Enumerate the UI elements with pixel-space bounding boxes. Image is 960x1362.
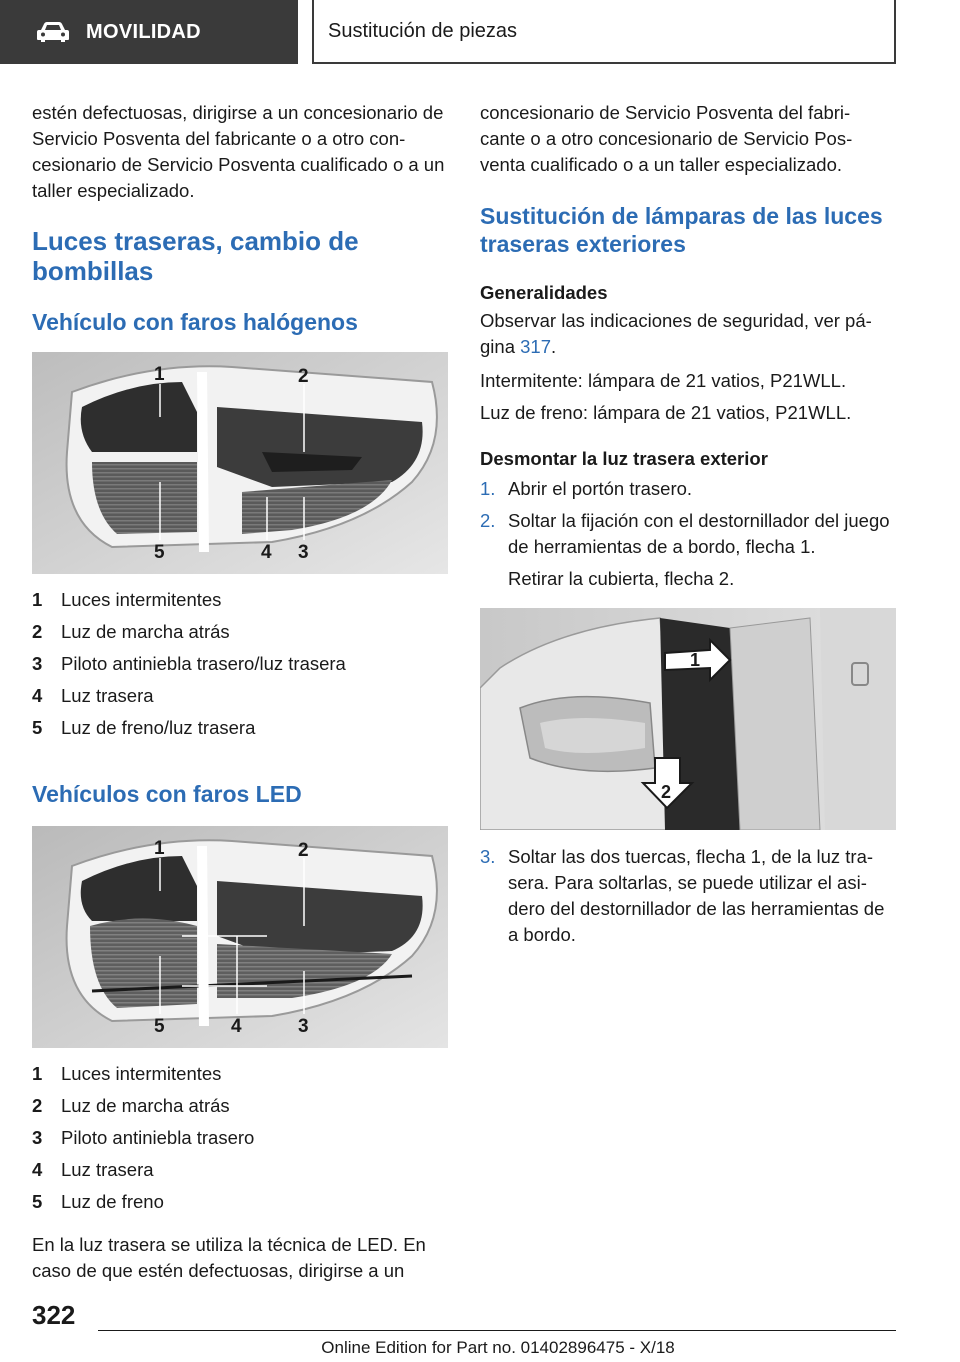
figure-halogen-tail-light bbox=[32, 352, 448, 574]
step-3 bbox=[480, 844, 896, 948]
legend-text: Luz de freno/luz trasera bbox=[61, 717, 256, 738]
callout-5: 5 bbox=[154, 1016, 165, 1037]
safety-paragraph bbox=[480, 308, 896, 360]
heading-led: Vehículos con faros LED bbox=[32, 781, 302, 807]
legend-text: Luz de freno bbox=[61, 1191, 164, 1212]
legend-text: Luz trasera bbox=[61, 1159, 154, 1180]
section-title: Sustitución de piezas bbox=[328, 19, 518, 42]
step-2-extra: Retirar la cubierta, flecha 2. bbox=[508, 568, 735, 589]
step-number: 2. bbox=[480, 510, 496, 531]
heading-remove: Desmontar la luz trasera exterior bbox=[480, 448, 768, 469]
page-number: 322 bbox=[32, 1300, 76, 1330]
legend-item bbox=[32, 584, 448, 616]
legend-number: 4 bbox=[32, 685, 43, 706]
footer-edition: Online Edition for Part no. 01402896475 - X/18 bbox=[321, 1338, 675, 1357]
step-text: Soltar las dos tuercas, flecha 1, de la luz tra‐ sera. Para soltarlas, se puede utilizar el asi‐ dero del destornillador de las herramientas de a bordo. bbox=[508, 846, 885, 945]
step-number: 3. bbox=[480, 846, 496, 867]
legend-text: Piloto antiniebla trasero/luz trasera bbox=[61, 653, 346, 674]
safety-text: Observar las indicaciones de seguridad, ver pá‐ gina bbox=[480, 310, 872, 357]
led-paragraph: En la luz trasera se utiliza la técnica de LED. En caso de que estén defectuosas, dirigirse a un bbox=[32, 1234, 426, 1281]
legend-number: 1 bbox=[32, 1063, 43, 1084]
step-number: 1. bbox=[480, 478, 496, 499]
page-header bbox=[0, 0, 960, 66]
legend-text: Luz de marcha atrás bbox=[61, 621, 230, 642]
callout-3: 3 bbox=[298, 542, 309, 563]
safety-end: . bbox=[551, 336, 557, 357]
page-link-317[interactable]: 317 bbox=[520, 336, 551, 357]
intro-paragraph-continued: concesionario de Servicio Posventa del fabri‐ cante o a otro concesionario de Servicio Pos‐ venta cualificado o a un taller especializado. bbox=[480, 102, 853, 175]
legend-item bbox=[32, 680, 448, 712]
figure-trunk-cover bbox=[480, 608, 896, 830]
legend-number: 5 bbox=[32, 717, 43, 738]
legend-led bbox=[32, 1058, 448, 1218]
legend-item bbox=[32, 648, 448, 680]
legend-item bbox=[32, 1058, 448, 1090]
callout-4: 4 bbox=[261, 542, 272, 563]
legend-halogen bbox=[32, 584, 448, 744]
callout-1: 1 bbox=[154, 838, 165, 859]
callout-5: 5 bbox=[154, 542, 165, 563]
arrow-callout-2: 2 bbox=[661, 782, 672, 802]
brake-spec: Luz de freno: lámpara de 21 vatios, P21WLL. bbox=[480, 402, 852, 423]
callout-1: 1 bbox=[154, 364, 165, 385]
steps-list bbox=[480, 476, 896, 560]
legend-number: 3 bbox=[32, 653, 43, 674]
legend-item bbox=[32, 712, 448, 744]
legend-number: 4 bbox=[32, 1159, 43, 1180]
legend-item bbox=[32, 1122, 448, 1154]
heading-general: Generalidades bbox=[480, 282, 608, 303]
legend-item bbox=[32, 1090, 448, 1122]
step-1 bbox=[480, 476, 896, 502]
left-column bbox=[32, 100, 448, 1284]
arrow-callout-1: 1 bbox=[690, 650, 701, 670]
heading-halogen: Vehículo con faros halógenos bbox=[32, 309, 358, 335]
callout-2: 2 bbox=[298, 840, 309, 861]
step-text: Abrir el portón trasero. bbox=[508, 478, 693, 499]
legend-text: Luz trasera bbox=[61, 685, 154, 706]
callout-2: 2 bbox=[298, 366, 309, 387]
steps-list-continued bbox=[480, 844, 896, 948]
legend-text: Luces intermitentes bbox=[61, 589, 222, 610]
heading-tail-lights: Luces traseras, cambio de bombillas bbox=[32, 226, 359, 286]
legend-item bbox=[32, 1186, 448, 1218]
right-column bbox=[480, 100, 896, 954]
callout-3: 3 bbox=[298, 1016, 309, 1037]
intro-paragraph: estén defectuosas, dirigirse a un concesionario de Servicio Posventa del fabricante o a otro con‐ cesionario de Servicio Posventa cualificado o a un taller especializado. bbox=[32, 102, 445, 201]
indicator-spec: Intermitente: lámpara de 21 vatios, P21WLL. bbox=[480, 370, 847, 391]
footer-divider bbox=[98, 1330, 896, 1331]
legend-number: 1 bbox=[32, 589, 43, 610]
legend-number: 3 bbox=[32, 1127, 43, 1148]
legend-text: Luz de marcha atrás bbox=[61, 1095, 230, 1116]
chapter-label: MOVILIDAD bbox=[86, 20, 201, 43]
car-icon bbox=[36, 21, 70, 43]
step-text: Soltar la fijación con el destornillador del juego de herramientas de a bordo, flecha 1. bbox=[508, 510, 890, 557]
figure-led-tail-light bbox=[32, 826, 448, 1048]
section-title-box bbox=[312, 0, 896, 64]
legend-number: 2 bbox=[32, 621, 43, 642]
heading-replacement: Sustitución de lámparas de las luces traseras exteriores bbox=[480, 203, 883, 257]
legend-number: 5 bbox=[32, 1191, 43, 1212]
legend-text: Luces intermitentes bbox=[61, 1063, 222, 1084]
legend-number: 2 bbox=[32, 1095, 43, 1116]
callout-4: 4 bbox=[231, 1016, 242, 1037]
legend-text: Piloto antiniebla trasero bbox=[61, 1127, 255, 1148]
legend-item bbox=[32, 1154, 448, 1186]
legend-item bbox=[32, 616, 448, 648]
chapter-tab[interactable] bbox=[0, 0, 298, 64]
step-2 bbox=[480, 508, 896, 560]
